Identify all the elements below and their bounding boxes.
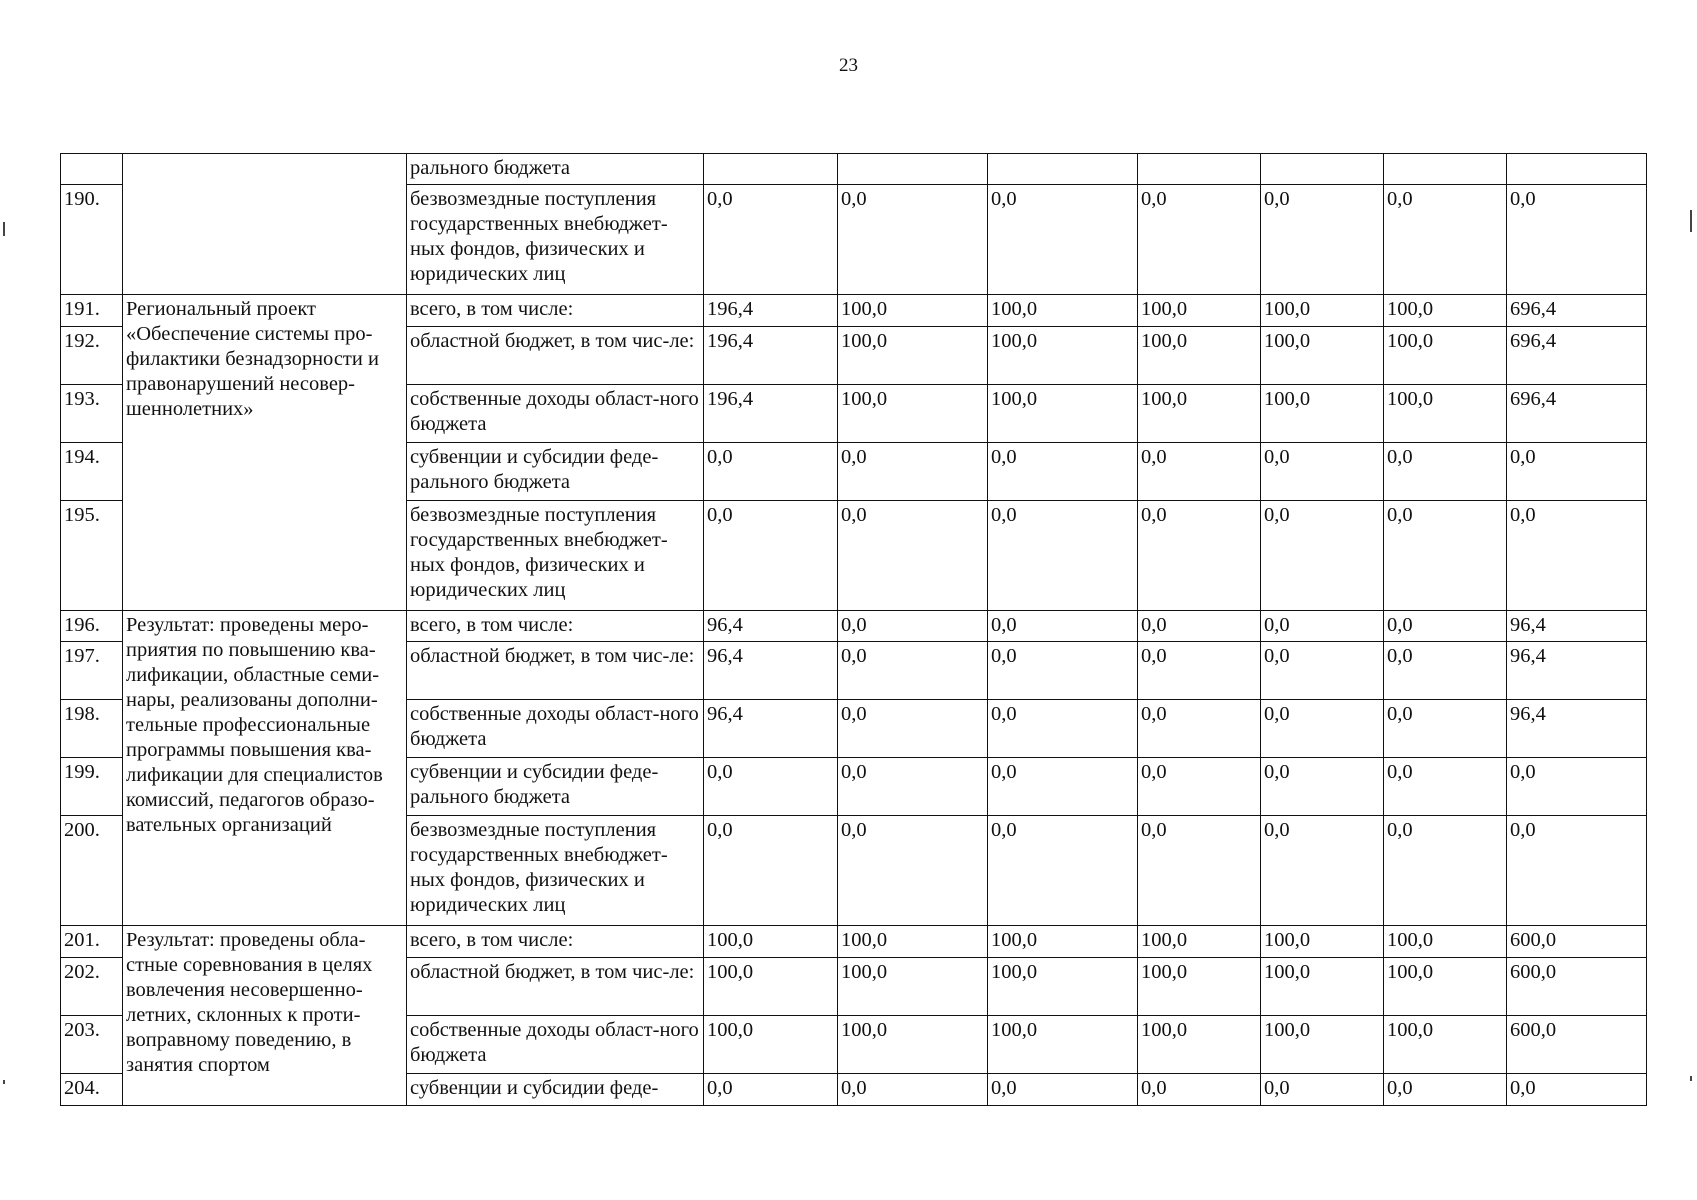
value-cell: 0,0 [704, 758, 838, 816]
value-cell: 0,0 [838, 611, 988, 642]
value-cell: 96,4 [1507, 700, 1647, 758]
row-number [61, 154, 123, 185]
value-cell: 96,4 [1507, 642, 1647, 700]
value-cell: 0,0 [1507, 1074, 1647, 1106]
value-cell: 100,0 [1261, 295, 1384, 327]
value-cell: 0,0 [1138, 816, 1261, 926]
funding-source-cell: областной бюджет, в том чис-ле: [407, 642, 704, 700]
value-cell: 600,0 [1507, 926, 1647, 958]
funding-source-cell: собственные доходы област-ного бюджета [407, 385, 704, 443]
value-cell: 0,0 [704, 1074, 838, 1106]
value-cell: 196,4 [704, 385, 838, 443]
value-cell: 0,0 [704, 443, 838, 501]
table-row [61, 295, 1647, 327]
value-cell: 0,0 [1384, 1074, 1507, 1106]
measure-name-cell: Результат: проведены обла-стные соревнования в целях вовлечения несовершенно-летних, склонных к проти-воправному поведению, в занятия спортом [123, 926, 407, 1106]
row-number: 196. [61, 611, 123, 642]
value-cell: 696,4 [1507, 385, 1647, 443]
value-cell: 0,0 [704, 501, 838, 611]
value-cell: 600,0 [1507, 1016, 1647, 1074]
table-row [61, 611, 1647, 642]
value-cell: 0,0 [988, 443, 1138, 501]
value-cell: 100,0 [1261, 926, 1384, 958]
page-number: 23 [839, 55, 858, 76]
value-cell: 100,0 [988, 327, 1138, 385]
funding-source-cell: собственные доходы област-ного бюджета [407, 700, 704, 758]
value-cell: 0,0 [988, 501, 1138, 611]
row-number: 192. [61, 327, 123, 385]
value-cell: 196,4 [704, 295, 838, 327]
value-cell: 100,0 [1384, 926, 1507, 958]
value-cell: 0,0 [1138, 642, 1261, 700]
funding-source-cell: безвозмездные поступления государственных внебюджет-ных фондов, физических и юридических лиц [407, 501, 704, 611]
value-cell: 0,0 [988, 185, 1138, 295]
value-cell: 0,0 [704, 816, 838, 926]
value-cell: 0,0 [1261, 700, 1384, 758]
row-number: 194. [61, 443, 123, 501]
value-cell: 0,0 [1384, 185, 1507, 295]
measure-name-cell: Региональный проект «Обеспечение системы про-филактики безнадзорности и правонарушений несовер-шеннолетних» [123, 295, 407, 611]
value-cell: 0,0 [988, 611, 1138, 642]
value-cell: 696,4 [1507, 295, 1647, 327]
value-cell: 0,0 [1261, 1074, 1384, 1106]
value-cell: 100,0 [838, 926, 988, 958]
value-cell: 0,0 [1261, 758, 1384, 816]
value-cell: 0,0 [1138, 501, 1261, 611]
funding-source-cell: собственные доходы област-ного бюджета [407, 1016, 704, 1074]
measure-name-cell [123, 154, 407, 295]
row-number: 193. [61, 385, 123, 443]
value-cell: 0,0 [1507, 443, 1647, 501]
value-cell: 100,0 [1261, 385, 1384, 443]
value-cell: 0,0 [1507, 185, 1647, 295]
value-cell: 0,0 [1384, 443, 1507, 501]
value-cell: 100,0 [1384, 1016, 1507, 1074]
scan-edge-mark [1690, 1076, 1692, 1081]
funding-source-cell: субвенции и субсидии феде-рального бюджета [407, 443, 704, 501]
value-cell: 100,0 [988, 295, 1138, 327]
value-cell: 0,0 [1261, 816, 1384, 926]
funding-source-cell: всего, в том числе: [407, 611, 704, 642]
scan-edge-mark [1690, 210, 1692, 232]
row-number: 190. [61, 185, 123, 295]
value-cell: 0,0 [988, 700, 1138, 758]
value-cell: 0,0 [1384, 700, 1507, 758]
value-cell: 100,0 [704, 1016, 838, 1074]
value-cell: 0,0 [838, 642, 988, 700]
value-cell: 196,4 [704, 327, 838, 385]
value-cell: 696,4 [1507, 327, 1647, 385]
value-cell: 0,0 [1384, 758, 1507, 816]
value-cell: 0,0 [1138, 443, 1261, 501]
value-cell: 0,0 [838, 443, 988, 501]
value-cell: 96,4 [1507, 611, 1647, 642]
funding-source-cell: субвенции и субсидии феде-рального бюджета [407, 758, 704, 816]
value-cell: 100,0 [704, 958, 838, 1016]
value-cell: 0,0 [838, 1074, 988, 1106]
value-cell: 100,0 [1138, 295, 1261, 327]
budget-table [60, 153, 1647, 1106]
value-cell: 100,0 [1138, 327, 1261, 385]
value-cell [1507, 154, 1647, 185]
value-cell: 100,0 [988, 1016, 1138, 1074]
value-cell: 0,0 [1384, 611, 1507, 642]
value-cell: 0,0 [1138, 758, 1261, 816]
value-cell: 0,0 [1138, 611, 1261, 642]
value-cell: 600,0 [1507, 958, 1647, 1016]
value-cell: 100,0 [1138, 926, 1261, 958]
row-number: 191. [61, 295, 123, 327]
value-cell: 100,0 [988, 385, 1138, 443]
value-cell: 100,0 [1138, 385, 1261, 443]
funding-source-cell: безвозмездные поступления государственных внебюджет-ных фондов, физических и юридических лиц [407, 185, 704, 295]
value-cell: 0,0 [838, 501, 988, 611]
table-row [61, 154, 1647, 185]
value-cell: 0,0 [1138, 1074, 1261, 1106]
value-cell: 100,0 [1138, 1016, 1261, 1074]
row-number: 204. [61, 1074, 123, 1106]
value-cell: 0,0 [1261, 642, 1384, 700]
funding-source-cell: безвозмездные поступления государственных внебюджет-ных фондов, физических и юридических лиц [407, 816, 704, 926]
value-cell [704, 154, 838, 185]
value-cell: 0,0 [838, 700, 988, 758]
funding-source-cell: всего, в том числе: [407, 295, 704, 327]
row-number: 198. [61, 700, 123, 758]
funding-source-cell: областной бюджет, в том чис-ле: [407, 958, 704, 1016]
value-cell: 96,4 [704, 611, 838, 642]
funding-source-cell: рального бюджета [407, 154, 704, 185]
value-cell: 0,0 [838, 185, 988, 295]
funding-source-cell: всего, в том числе: [407, 926, 704, 958]
value-cell: 100,0 [838, 958, 988, 1016]
row-number: 199. [61, 758, 123, 816]
value-cell: 0,0 [1507, 816, 1647, 926]
value-cell: 100,0 [838, 1016, 988, 1074]
row-number: 201. [61, 926, 123, 958]
value-cell: 0,0 [1384, 501, 1507, 611]
value-cell: 100,0 [988, 958, 1138, 1016]
table-body [61, 154, 1647, 1106]
value-cell [1384, 154, 1507, 185]
row-number: 197. [61, 642, 123, 700]
value-cell: 0,0 [988, 758, 1138, 816]
value-cell [1138, 154, 1261, 185]
value-cell: 0,0 [1384, 816, 1507, 926]
value-cell: 0,0 [1384, 642, 1507, 700]
value-cell: 100,0 [988, 926, 1138, 958]
value-cell: 0,0 [1507, 501, 1647, 611]
value-cell: 100,0 [1261, 327, 1384, 385]
row-number: 202. [61, 958, 123, 1016]
row-number: 203. [61, 1016, 123, 1074]
value-cell: 0,0 [1261, 443, 1384, 501]
value-cell: 100,0 [1384, 295, 1507, 327]
value-cell: 100,0 [838, 327, 988, 385]
scan-edge-mark [3, 1080, 5, 1084]
value-cell: 0,0 [1261, 185, 1384, 295]
funding-source-cell: областной бюджет, в том чис-ле: [407, 327, 704, 385]
row-number: 200. [61, 816, 123, 926]
value-cell: 0,0 [988, 642, 1138, 700]
value-cell [838, 154, 988, 185]
value-cell: 100,0 [1261, 958, 1384, 1016]
value-cell [988, 154, 1138, 185]
value-cell: 96,4 [704, 700, 838, 758]
row-number: 195. [61, 501, 123, 611]
value-cell: 0,0 [1507, 758, 1647, 816]
value-cell: 100,0 [704, 926, 838, 958]
value-cell: 100,0 [1384, 958, 1507, 1016]
value-cell: 0,0 [838, 816, 988, 926]
value-cell: 100,0 [838, 385, 988, 443]
value-cell: 100,0 [1384, 327, 1507, 385]
funding-source-cell: субвенции и субсидии феде- [407, 1074, 704, 1106]
value-cell: 0,0 [988, 816, 1138, 926]
value-cell: 0,0 [988, 1074, 1138, 1106]
value-cell: 0,0 [1138, 700, 1261, 758]
value-cell: 0,0 [1261, 611, 1384, 642]
value-cell: 100,0 [838, 295, 988, 327]
value-cell: 96,4 [704, 642, 838, 700]
value-cell: 0,0 [704, 185, 838, 295]
value-cell: 100,0 [1384, 385, 1507, 443]
value-cell [1261, 154, 1384, 185]
value-cell: 0,0 [1261, 501, 1384, 611]
table-row [61, 926, 1647, 958]
value-cell: 100,0 [1261, 1016, 1384, 1074]
measure-name-cell: Результат: проведены меро-приятия по повышению ква-лификации, областные семи-нары, реализованы дополни-тельные профессиональные программы повышения ква-лификации для специалистов комиссий, педагогов образо-вательных организаций [123, 611, 407, 926]
value-cell: 0,0 [838, 758, 988, 816]
value-cell: 100,0 [1138, 958, 1261, 1016]
value-cell: 0,0 [1138, 185, 1261, 295]
scan-edge-mark [3, 222, 5, 236]
